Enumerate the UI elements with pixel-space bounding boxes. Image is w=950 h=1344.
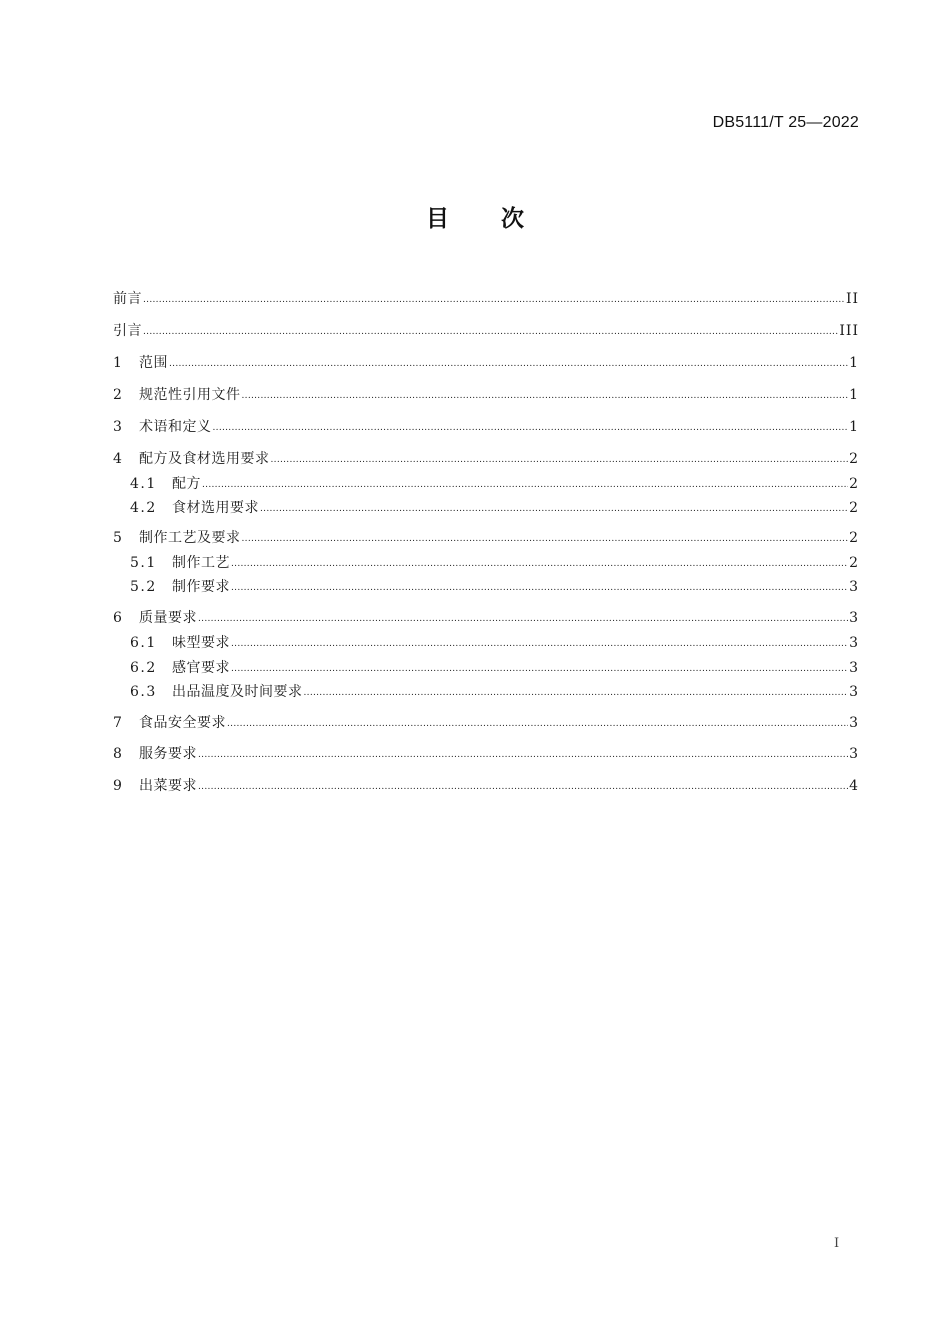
toc-entry-page: 3 xyxy=(849,746,859,762)
toc-entry-page: 2 xyxy=(849,476,859,492)
toc-entry-label: 出品温度及时间要求 xyxy=(172,684,303,700)
toc-entry-section-7[interactable] xyxy=(113,712,859,734)
toc-entry-label: 服务要求 xyxy=(139,746,197,762)
toc-dot-leader xyxy=(143,287,845,311)
toc-dot-leader xyxy=(260,496,848,520)
toc-entry-section-6-2[interactable] xyxy=(130,657,859,679)
toc-entry-number: 5.1 xyxy=(130,555,157,571)
toc-entry-number: 6.1 xyxy=(130,635,157,651)
toc-entry-section-2[interactable] xyxy=(113,384,859,406)
toc-dot-leader xyxy=(213,415,849,439)
toc-entry-page: 2 xyxy=(849,500,859,516)
toc-entry-page: 2 xyxy=(849,555,859,571)
toc-entry-number: 6.3 xyxy=(130,684,157,700)
toc-dot-leader xyxy=(271,447,849,471)
toc-dot-leader xyxy=(198,742,848,766)
toc-entry-section-5[interactable] xyxy=(113,527,859,549)
page-number: I xyxy=(834,1236,840,1251)
toc-entry-page: 2 xyxy=(849,530,859,546)
toc-entry-page: III xyxy=(839,323,859,339)
toc-entry-number: 6 xyxy=(113,610,122,626)
toc-entry-number: 2 xyxy=(113,387,122,403)
toc-entry-introduction[interactable] xyxy=(113,320,859,342)
toc-entry-section-6-1[interactable] xyxy=(130,632,859,654)
toc-entry-page: 3 xyxy=(849,684,859,700)
toc-dot-leader xyxy=(242,383,849,407)
toc-dot-leader xyxy=(202,472,848,496)
toc-entry-page: 3 xyxy=(849,660,859,676)
toc-entry-page: 1 xyxy=(849,387,859,403)
toc-entry-number: 7 xyxy=(113,715,122,731)
toc-entry-label: 感官要求 xyxy=(172,660,230,676)
toc-entry-label: 范围 xyxy=(139,355,168,371)
toc-entry-number: 5 xyxy=(113,530,122,546)
toc-entry-label: 质量要求 xyxy=(139,610,197,626)
toc-entry-page: 3 xyxy=(849,610,859,626)
toc-entry-label: 味型要求 xyxy=(172,635,230,651)
toc-entry-number: 3 xyxy=(113,419,122,435)
toc-entry-section-4[interactable] xyxy=(113,448,859,470)
toc-entry-number: 4 xyxy=(113,451,122,467)
toc-dot-leader xyxy=(143,319,838,343)
toc-entry-section-9[interactable] xyxy=(113,775,859,797)
toc-entry-label: 配方 xyxy=(172,476,201,492)
toc-entry-label: 食品安全要求 xyxy=(139,715,226,731)
toc-entry-label: 前言 xyxy=(113,291,142,307)
toc-dot-leader xyxy=(198,774,848,798)
toc-entry-section-6[interactable] xyxy=(113,607,859,629)
toc-dot-leader xyxy=(169,351,848,375)
toc-dot-leader xyxy=(231,656,848,680)
document-code: DB5111/T 25—2022 xyxy=(712,114,859,131)
toc-entry-label: 制作工艺 xyxy=(172,555,230,571)
toc-entry-page: 2 xyxy=(849,451,859,467)
toc-entry-number: 5.2 xyxy=(130,579,157,595)
toc-dot-leader xyxy=(231,575,848,599)
toc-entry-page: 3 xyxy=(849,579,859,595)
title-char-2: 次 xyxy=(501,206,524,232)
toc-entry-section-4-2[interactable] xyxy=(130,497,859,519)
toc-entry-label: 引言 xyxy=(113,323,142,339)
toc-entry-section-8[interactable] xyxy=(113,743,859,765)
toc-entry-number: 4.1 xyxy=(130,476,157,492)
toc-entry-number: 9 xyxy=(113,778,122,794)
toc-entry-page: 4 xyxy=(849,778,859,794)
toc-entry-page: 3 xyxy=(849,635,859,651)
toc-dot-leader xyxy=(231,631,848,655)
toc-entry-number: 8 xyxy=(113,746,122,762)
title-char-1: 目 xyxy=(426,206,449,232)
toc-entry-label: 出菜要求 xyxy=(139,778,197,794)
toc-dot-leader xyxy=(242,526,849,550)
toc-entry-page: 1 xyxy=(849,355,859,371)
page-title xyxy=(0,200,950,233)
toc-entry-section-5-2[interactable] xyxy=(130,576,859,598)
toc-entry-section-6-3[interactable] xyxy=(130,681,859,703)
toc-entry-section-3[interactable] xyxy=(113,416,859,438)
toc-entry-label: 食材选用要求 xyxy=(172,500,259,516)
toc-dot-leader xyxy=(231,551,848,575)
toc-entry-number: 1 xyxy=(113,355,122,371)
toc-entry-label: 制作工艺及要求 xyxy=(139,530,241,546)
toc-entry-page: II xyxy=(845,291,859,307)
toc-entry-label: 规范性引用文件 xyxy=(139,387,241,403)
toc-entry-section-4-1[interactable] xyxy=(130,473,859,495)
toc-entry-number: 6.2 xyxy=(130,660,157,676)
toc-entry-number: 4.2 xyxy=(130,500,157,516)
toc-entry-section-1[interactable] xyxy=(113,352,859,374)
toc-entry-page: 1 xyxy=(849,419,859,435)
toc-dot-leader xyxy=(304,680,849,704)
toc-dot-leader xyxy=(227,711,848,735)
toc-dot-leader xyxy=(198,606,848,630)
toc-entry-label: 制作要求 xyxy=(172,579,230,595)
toc-entry-section-5-1[interactable] xyxy=(130,552,859,574)
toc-entry-label: 术语和定义 xyxy=(139,419,212,435)
toc-entry-foreword[interactable] xyxy=(113,288,859,310)
toc-entry-page: 3 xyxy=(849,715,859,731)
toc-entry-label: 配方及食材选用要求 xyxy=(139,451,270,467)
